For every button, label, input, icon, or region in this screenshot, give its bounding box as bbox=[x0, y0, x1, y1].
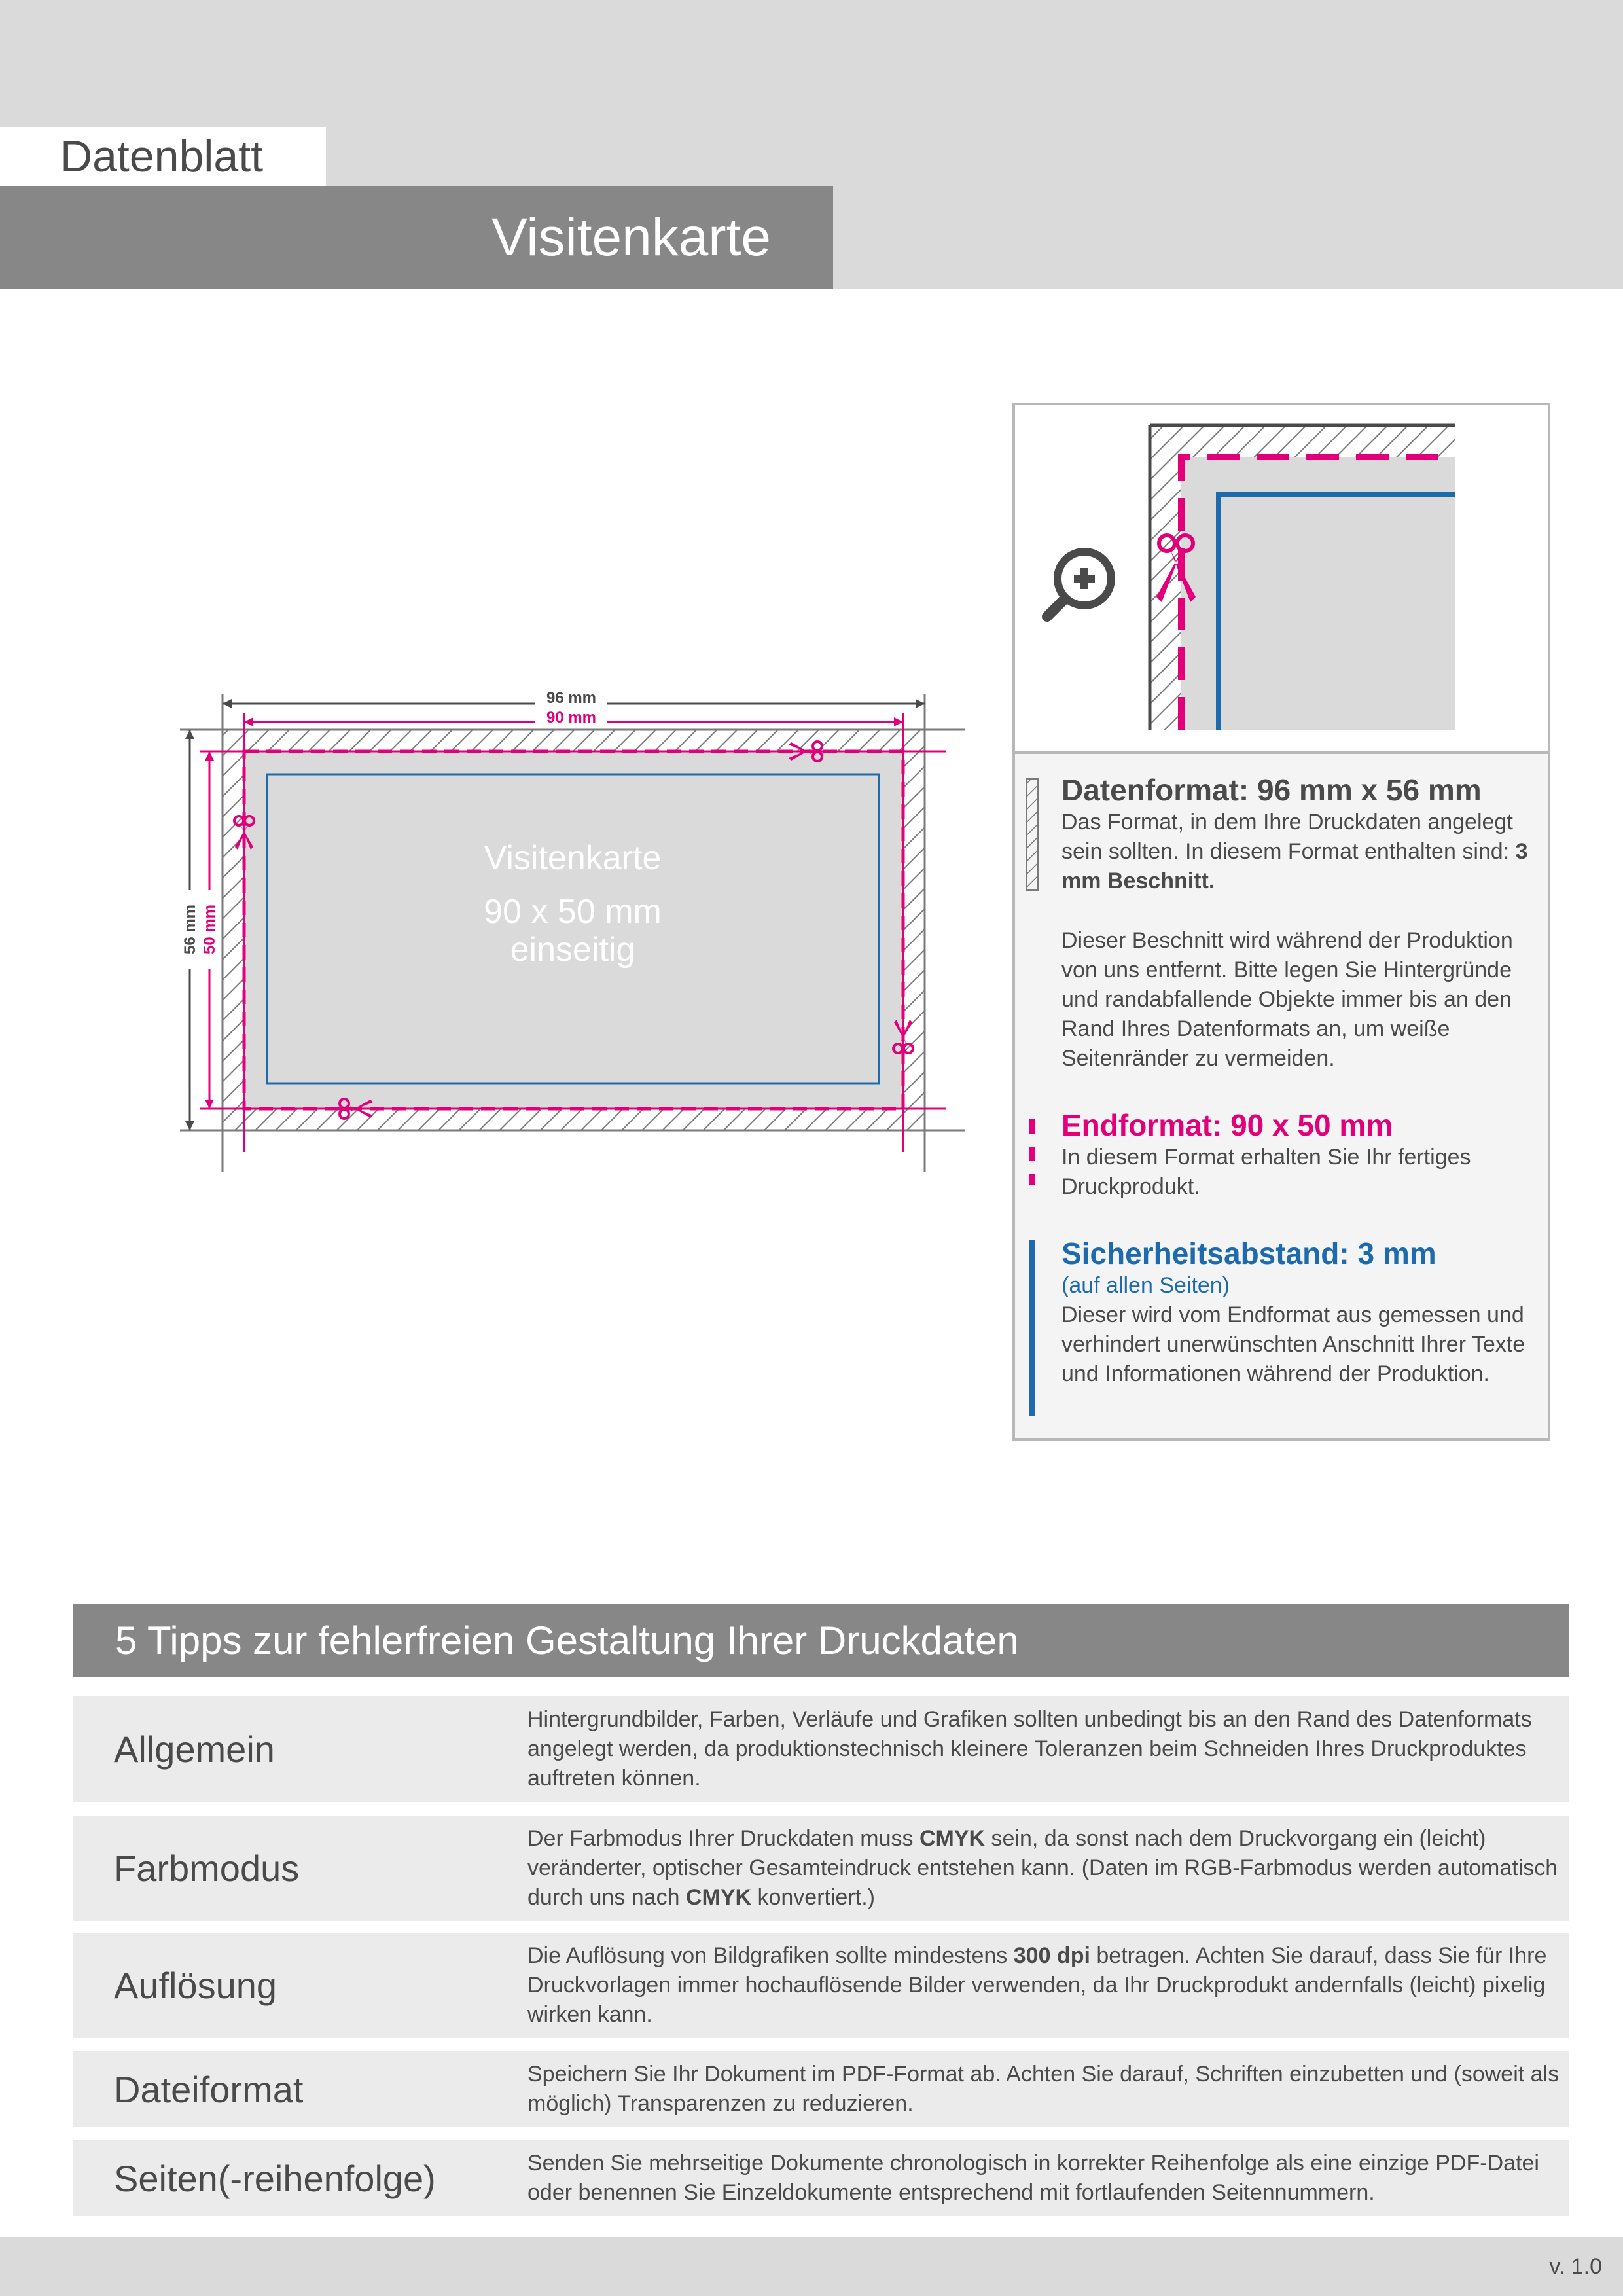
tip-name: Farbmodus bbox=[114, 1848, 300, 1889]
endformat-title: Endformat: 90 x 50 mm bbox=[1061, 1108, 1393, 1142]
card-label bbox=[425, 831, 720, 977]
tip-name: Dateiformat bbox=[114, 2068, 304, 2110]
legend-markers bbox=[1021, 776, 1047, 1437]
version-label: v. 1.0 bbox=[1549, 2254, 1602, 2279]
card-label-line: Visitenkarte bbox=[484, 839, 662, 877]
tip-text-bold: CMYK bbox=[685, 1885, 752, 1910]
tip-name: Allgemein bbox=[114, 1729, 275, 1770]
tip-name: Seiten(-reihenfolge) bbox=[114, 2157, 436, 2199]
tip-row bbox=[73, 1696, 1569, 1802]
zoom-in-icon bbox=[1047, 548, 1115, 617]
tip-row bbox=[73, 2140, 1569, 2216]
zoom-detail-graphic bbox=[1015, 405, 1548, 751]
dim-width-outer: 96 mm bbox=[546, 689, 597, 707]
datenformat-title: Datenformat: 96 mm x 56 mm bbox=[1061, 773, 1482, 807]
tip-text-run: konvertiert.) bbox=[751, 1885, 875, 1910]
tip-row bbox=[73, 2051, 1569, 2127]
datenformat-body-bold: 3 mm Beschnitt. bbox=[1061, 839, 1528, 893]
tip-text bbox=[527, 1933, 1561, 2038]
dim-height-inner: 50 mm bbox=[201, 904, 219, 955]
tip-text-run: Hintergrundbilder, Farben, Verläufe und Grafiken sollten unbedingt bis an den Rand des Datenformats angelegt werden, da produktionstechnisch kleinere Toleranzen beim Schneiden Ihres Druckproduktes auftreten können. bbox=[527, 1707, 1532, 1791]
footer-band bbox=[0, 2237, 1623, 2296]
datenformat-body bbox=[1061, 808, 1539, 896]
card-label-line: einseitig bbox=[510, 931, 635, 969]
tip-text-bold: CMYK bbox=[919, 1826, 986, 1851]
tip-text-run: betragen. Achten Sie darauf, dass Sie für Ihre Druckvorlagen immer hochauflösende Bilder verwenden, da Ihr Druckprodukt andernfalls (leicht) pixelig wirken kann. bbox=[527, 1943, 1547, 2027]
dim-width-inner: 90 mm bbox=[546, 709, 597, 726]
tip-text-run: Die Auflösung von Bildgrafiken sollte mindestens bbox=[527, 1943, 1014, 1968]
sicherheitsabstand-title: Sicherheitsabstand: 3 mm bbox=[1061, 1236, 1436, 1270]
tip-text-run: sein, da sonst nach dem Druckvorgang ein (leicht) veränderter, optischer Gesamteindruck entstehen kann. (Daten im RGB-Farbmodus werden automatisch durch uns nach bbox=[527, 1826, 1558, 1910]
tip-text-run: Senden Sie mehrseitige Dokumente chronologisch in korrekter Reihenfolge als eine einzige PDF-Datei oder benennen Sie Einzeldokumente entsprechend mit fortlaufenden Seitennummern. bbox=[527, 2151, 1539, 2205]
endformat-body: In diesem Format erhalten Sie Ihr fertiges Druckprodukt. bbox=[1061, 1145, 1471, 1199]
datenblatt-label: Datenblatt bbox=[60, 132, 263, 181]
tip-text bbox=[527, 2140, 1561, 2216]
tip-name: Auflösung bbox=[114, 1965, 277, 2006]
tip-text-run: Der Farbmodus Ihrer Druckdaten muss bbox=[527, 1826, 919, 1851]
tip-row bbox=[73, 1933, 1569, 2038]
sicherheitsabstand-subtitle: (auf allen Seiten) bbox=[1061, 1273, 1230, 1298]
tip-text bbox=[527, 1816, 1561, 1921]
tip-text bbox=[527, 2051, 1561, 2127]
tip-text bbox=[527, 1696, 1561, 1802]
tip-text-bold: 300 dpi bbox=[1013, 1943, 1090, 1968]
page-title: Visitenkarte bbox=[491, 207, 771, 267]
card-label-line: 90 x 50 mm bbox=[484, 893, 662, 931]
datenformat-body-2: Dieser Beschnitt wird während der Produktion von uns entfernt. Bitte legen Sie Hintergründe und randabfallende Objekte immer bis an den Rand Ihres Datenformats an, um weiße Seitenränder zu vermeiden. bbox=[1061, 928, 1513, 1071]
tip-text-run: Speichern Sie Ihr Dokument im PDF-Format ab. Achten Sie darauf, Schriften einzubetten und (soweit als möglich) Transparenzen zu reduzieren. bbox=[527, 2062, 1560, 2116]
tips-heading: 5 Tipps zur fehlerfreien Gestaltung Ihrer Druckdaten bbox=[115, 1619, 1019, 1662]
sicherheitsabstand-body: Dieser wird vom Endformat aus gemessen und verhindert unerwünschten Anschnitt Ihrer Texte und Informationen während der Produktion. bbox=[1061, 1302, 1525, 1386]
tip-row bbox=[73, 1816, 1569, 1921]
dim-height-outer: 56 mm bbox=[181, 904, 199, 955]
datenformat-body-text: Das Format, in dem Ihre Druckdaten angelegt sein sollten. In diesem Format enthalten sind: bbox=[1061, 810, 1516, 864]
